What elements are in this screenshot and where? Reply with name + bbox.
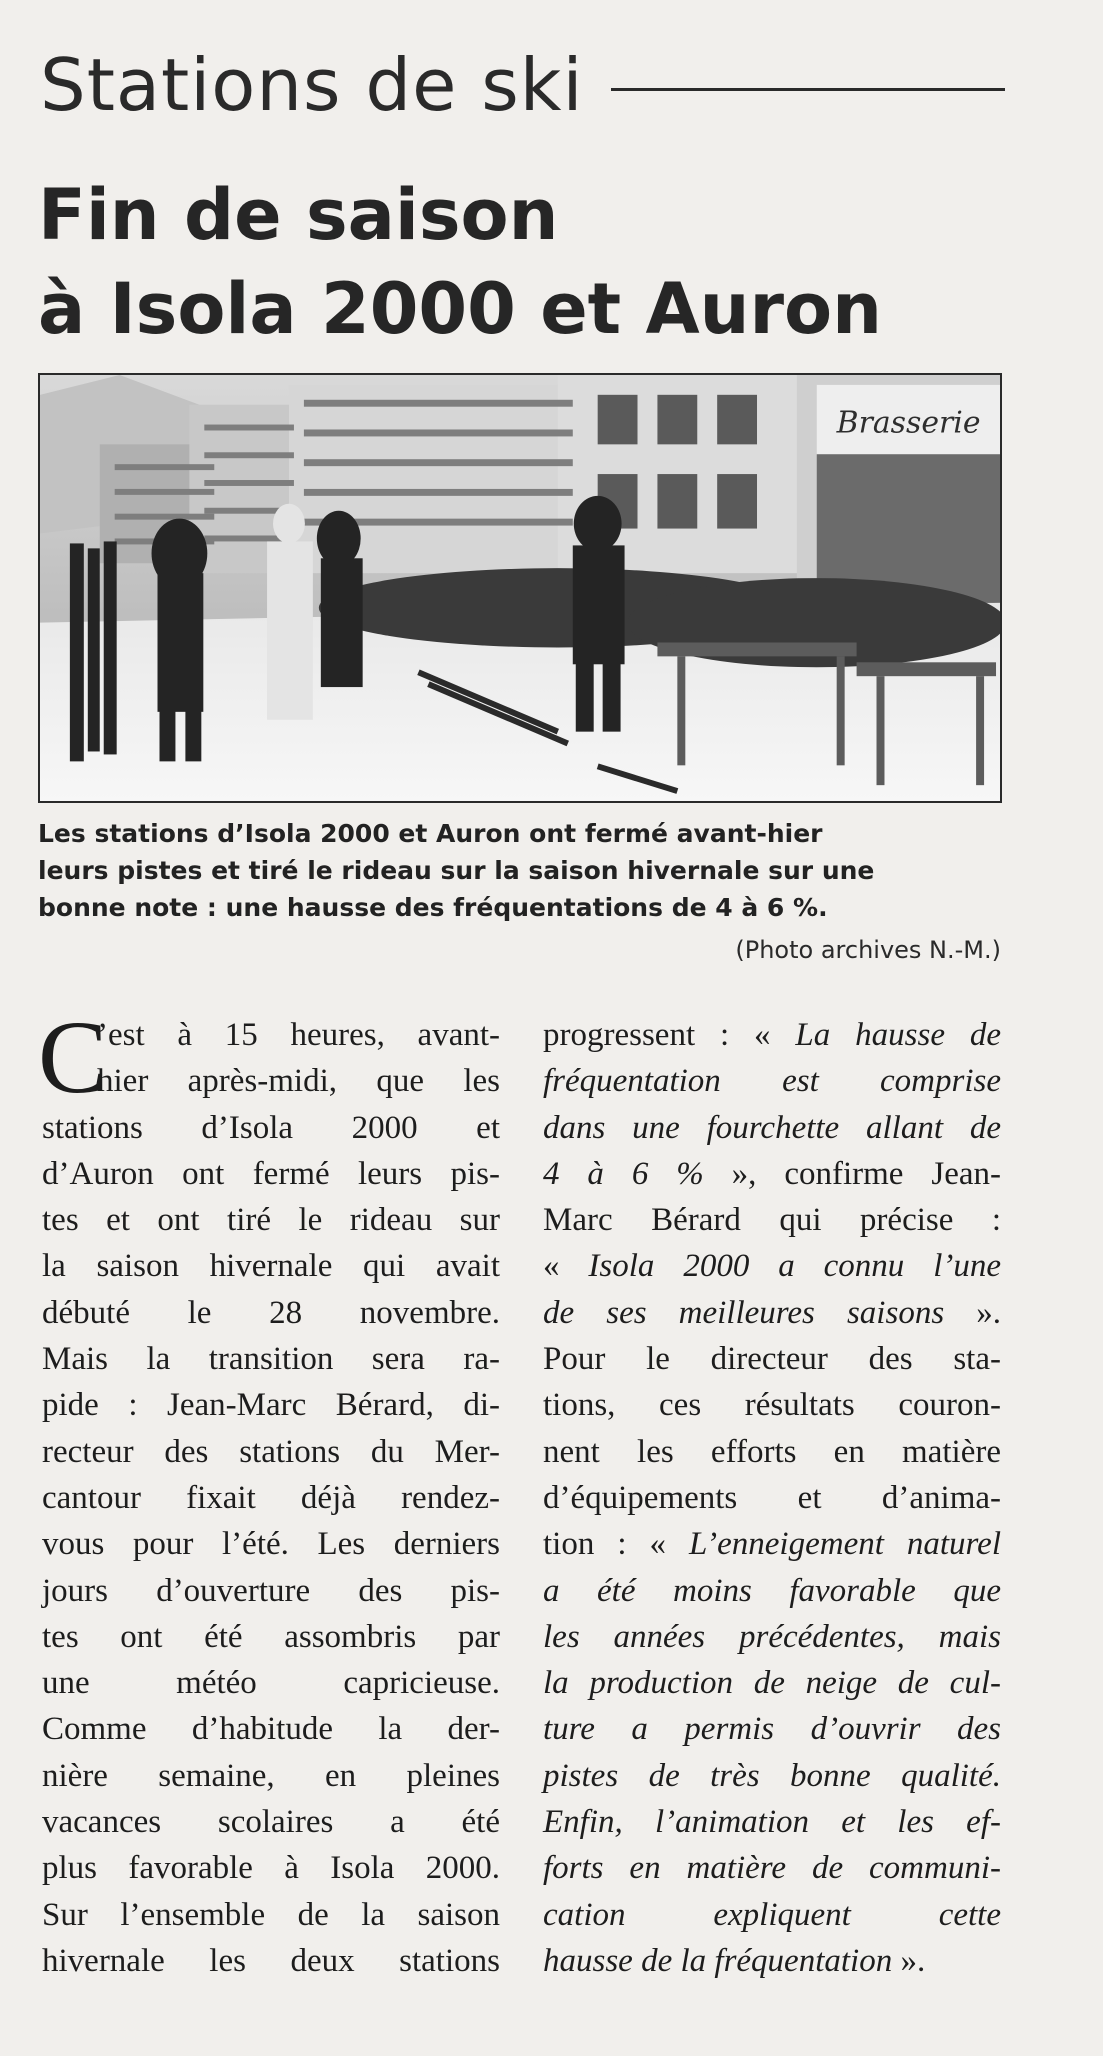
body-line: Sur l’ensemble de la saison — [42, 1896, 500, 1933]
body-line — [543, 1058, 1001, 1104]
body-line: plus favorable à Isola 2000. — [42, 1850, 500, 1887]
body-line: débuté le 28 novembre. — [42, 1294, 500, 1331]
body-line: cantour fixait déjà rendez- — [42, 1479, 500, 1516]
quote-text: fréquentation est comprise — [543, 1063, 1001, 1100]
quote-text: cation expliquent cette — [543, 1896, 1001, 1933]
body-text: tions, ces résultats couron- — [543, 1387, 1001, 1424]
quote-text: dans une fourchette allant de — [543, 1109, 1001, 1146]
body-line: pide : Jean-Marc Bérard, di- — [42, 1387, 500, 1424]
quote-text: Isola 2000 a connu l’une — [588, 1248, 1002, 1285]
caption-line: bonne note : une hausse des fréquentations de 4 à 6 %. — [38, 893, 828, 922]
body-line — [543, 1614, 1001, 1660]
body-text: ». — [944, 1294, 1002, 1331]
body-line: stations d’Isola 2000 et — [42, 1109, 500, 1146]
drop-cap: C — [38, 1000, 108, 1115]
quote-text: Enfin, l’animation et les ef- — [543, 1804, 1001, 1841]
section-title: Stations de ski — [40, 43, 584, 127]
section-header — [40, 40, 1005, 130]
headline-line-1: Fin de saison — [38, 174, 559, 256]
section-rule — [611, 88, 1005, 91]
body-line: hivernale les deux stations — [42, 1942, 500, 1979]
quote-text: 4 à 6 % — [543, 1155, 704, 1192]
body-line — [543, 1382, 1001, 1428]
body-text: Pour le directeur des sta- — [543, 1341, 1001, 1378]
article-headline — [38, 168, 1038, 356]
body-line: tes et ont tiré le rideau sur — [42, 1202, 500, 1239]
body-line — [543, 1753, 1001, 1799]
body-text: tion : « — [543, 1526, 690, 1563]
body-line: nière semaine, en pleines — [42, 1757, 500, 1794]
body-line — [543, 1290, 1001, 1336]
body-text: Marc Bérard qui précise : — [543, 1202, 1001, 1239]
quote-text: hausse de la fréquentation — [543, 1942, 893, 1979]
body-line — [543, 1521, 1001, 1567]
quote-text: la production de neige de cul- — [543, 1665, 1001, 1702]
quote-text: de ses meilleures saisons — [543, 1294, 945, 1331]
article-photo — [38, 373, 1002, 803]
body-line: tes ont été assombris par — [42, 1618, 500, 1655]
quote-text: L’enneigement naturel — [689, 1526, 1001, 1563]
body-line — [543, 1706, 1001, 1752]
body-text: », confirme Jean- — [703, 1155, 1001, 1192]
body-line — [543, 1012, 1001, 1058]
body-line — [543, 1429, 1001, 1475]
body-text: « — [543, 1248, 589, 1285]
body-line: hier après-midi, que les — [97, 1063, 500, 1100]
body-column-right — [543, 1012, 1001, 1984]
body-text: nent les efforts en matière — [543, 1433, 1001, 1470]
quote-text: forts en matière de communi- — [543, 1850, 1001, 1887]
body-line: Mais la transition sera ra- — [42, 1341, 500, 1378]
body-line — [543, 1475, 1001, 1521]
brasserie-sign: Brasserie — [836, 405, 981, 441]
body-line — [543, 1243, 1001, 1289]
body-line — [543, 1568, 1001, 1614]
body-line — [543, 1151, 1001, 1197]
caption-line: leurs pistes et tiré le rideau sur la saison hivernale sur une — [38, 856, 875, 885]
body-text: d’équipements et d’anima- — [543, 1479, 1001, 1516]
quote-text: La hausse de — [795, 1017, 1001, 1053]
body-line — [543, 1336, 1001, 1382]
quote-text: les années précédentes, mais — [543, 1618, 1001, 1655]
photo-caption — [38, 815, 1008, 926]
body-line — [543, 1938, 1001, 1984]
quote-text: a été moins favorable que — [543, 1572, 1001, 1609]
body-line: Comme d’habitude la der- — [42, 1711, 500, 1748]
headline-line-2: à Isola 2000 et Auron — [38, 268, 882, 350]
caption-line: Les stations d’Isola 2000 et Auron ont fermé avant-hier — [38, 819, 823, 848]
body-line — [543, 1660, 1001, 1706]
body-line: ’est à 15 heures, avant- — [97, 1017, 500, 1053]
body-line: la saison hivernale qui avait — [42, 1248, 500, 1285]
photo-credit: (Photo archives N.-M.) — [735, 936, 1001, 964]
body-text: ». — [892, 1942, 926, 1979]
body-column-left — [38, 1000, 500, 1984]
body-line: d’Auron ont fermé leurs pis- — [42, 1155, 500, 1192]
body-text: progressent : « — [543, 1017, 796, 1053]
body-line: vacances scolaires a été — [42, 1804, 500, 1841]
body-line — [543, 1799, 1001, 1845]
body-line: vous pour l’été. Les derniers — [42, 1526, 500, 1563]
body-line: une météo capricieuse. — [42, 1665, 500, 1702]
body-line — [543, 1197, 1001, 1243]
body-line — [543, 1892, 1001, 1938]
ski-resort-terrace-image — [40, 375, 1000, 801]
body-line: recteur des stations du Mer- — [42, 1433, 500, 1470]
body-line: jours d’ouverture des pis- — [42, 1572, 500, 1609]
body-line — [543, 1105, 1001, 1151]
body-line — [543, 1845, 1001, 1891]
quote-text: pistes de très bonne qualité. — [543, 1757, 1001, 1794]
quote-text: ture a permis d’ouvrir des — [543, 1711, 1001, 1748]
